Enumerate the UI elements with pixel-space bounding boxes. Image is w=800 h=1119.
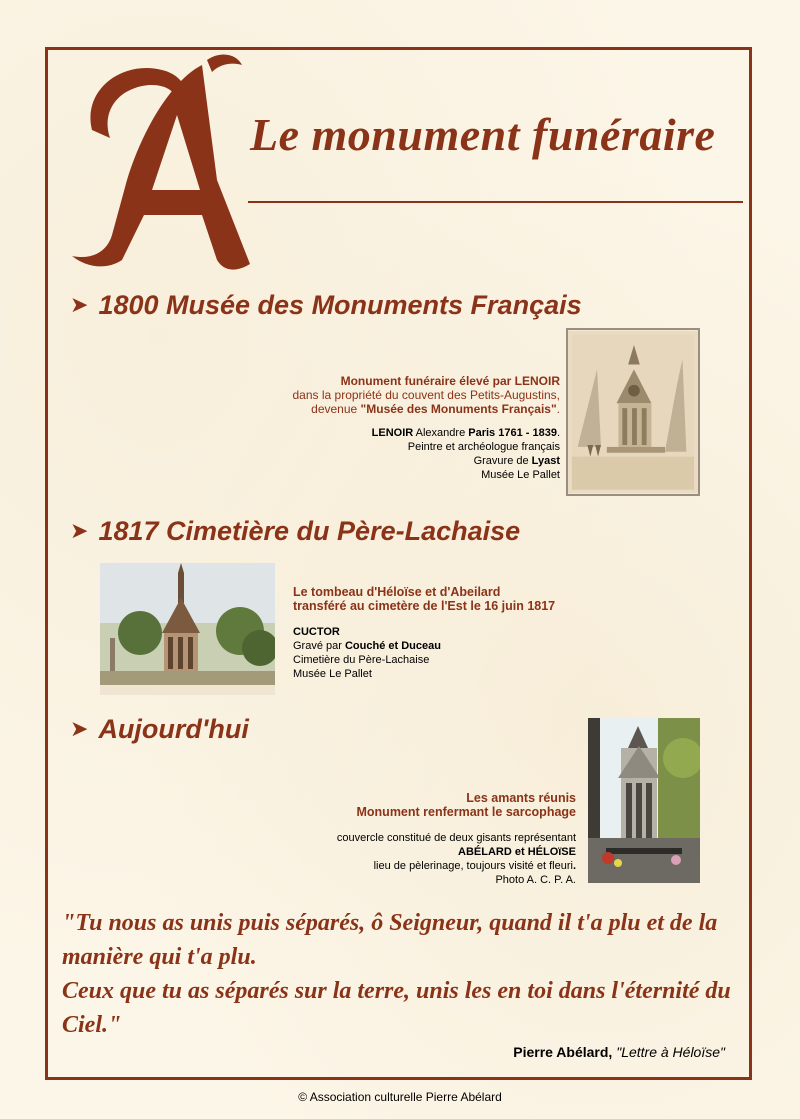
credit-end: .	[556, 427, 560, 439]
section-heading-1817	[70, 516, 520, 547]
photo-credit: Photo A. C. P. A.	[495, 874, 576, 886]
photo-tomb-today-image	[588, 718, 700, 883]
section-1800-caption	[180, 374, 560, 482]
caption-line: lieu de pèlerinage, toujours visité et fleuri	[373, 860, 573, 872]
credit-engravers: Couché et Duceau	[344, 640, 441, 652]
title-rule	[248, 201, 743, 203]
section-today-caption	[250, 791, 576, 887]
engraving-lenoir-image	[566, 328, 700, 496]
section-heading-1800	[70, 290, 582, 321]
quote-author: Pierre Abélard,	[513, 1044, 617, 1060]
credit-dates: Paris 1761 - 1839	[468, 427, 557, 439]
credit-museum: Musée Le Pallet	[481, 469, 560, 481]
caption-line: devenue	[311, 402, 361, 416]
arrow-bullet-icon: ➤	[70, 518, 89, 543]
section-heading-text: 1800 Musée des Monuments Français	[98, 290, 582, 320]
footer-copyright: © Association culturelle Pierre Abélard	[298, 1090, 502, 1104]
arrow-bullet-icon: ➤	[70, 292, 89, 317]
credit-museum: Musée Le Pallet	[293, 668, 372, 680]
caption-lead: Les amants réunis	[466, 791, 576, 805]
caption-punct: .	[556, 402, 560, 416]
section-heading-today	[70, 714, 249, 745]
credit-engraved-prefix: Gravé par	[293, 640, 345, 652]
caption-museum-name: "Musée des Monuments Français"	[360, 402, 557, 416]
caption-lead: transféré au cimetère de l'Est le 16 juin 1817	[293, 599, 556, 613]
caption-punct: .	[572, 860, 576, 872]
quote-line: Ceux que tu as séparés sur la terre, unis les en toi dans l'éternité du Ciel."	[62, 978, 731, 1038]
section-heading-text: Aujourd'hui	[98, 714, 249, 744]
section-heading-text: 1817 Cimetière du Père-Lachaise	[98, 516, 521, 546]
abelard-quote	[62, 906, 752, 1042]
caption-line: couvercle constitué de deux gisants représentant	[336, 832, 576, 844]
arrow-bullet-icon: ➤	[70, 716, 89, 741]
quote-line: "Tu nous as unis puis séparés, ô Seigneur, quand il t'a plu et de la manière qui t'a plu.	[62, 910, 718, 970]
caption-line: dans la propriété du couvent des Petits-Augustins,	[292, 388, 560, 402]
credit-artist: CUCTOR	[293, 626, 340, 638]
engraving-cuctor-image	[100, 563, 275, 695]
credit-engraving-prefix: Gravure de	[473, 455, 532, 467]
credit-role: Peintre et archéologue français	[407, 441, 560, 453]
caption-names: ABÉLARD et HÉLOïSE	[458, 846, 576, 858]
dropcap-letter	[52, 20, 252, 280]
caption-lead: Monument funéraire élevé par LENOIR	[340, 374, 560, 388]
section-1817-caption	[293, 585, 633, 681]
caption-lead: Le tombeau d'Héloïse et d'Abeilard	[293, 585, 501, 599]
caption-lead: Monument renfermant le sarcophage	[356, 805, 576, 819]
credit-engraver: Lyast	[531, 455, 560, 467]
credit-mid: Alexandre	[413, 427, 469, 439]
credit-place: Cimetière du Père-Lachaise	[293, 654, 430, 666]
credit-name: LENOIR	[371, 427, 414, 439]
page-title: Le monument funéraire	[250, 109, 716, 160]
quote-work: "Lettre à Héloïse"	[616, 1044, 725, 1060]
quote-attribution	[380, 1044, 725, 1060]
